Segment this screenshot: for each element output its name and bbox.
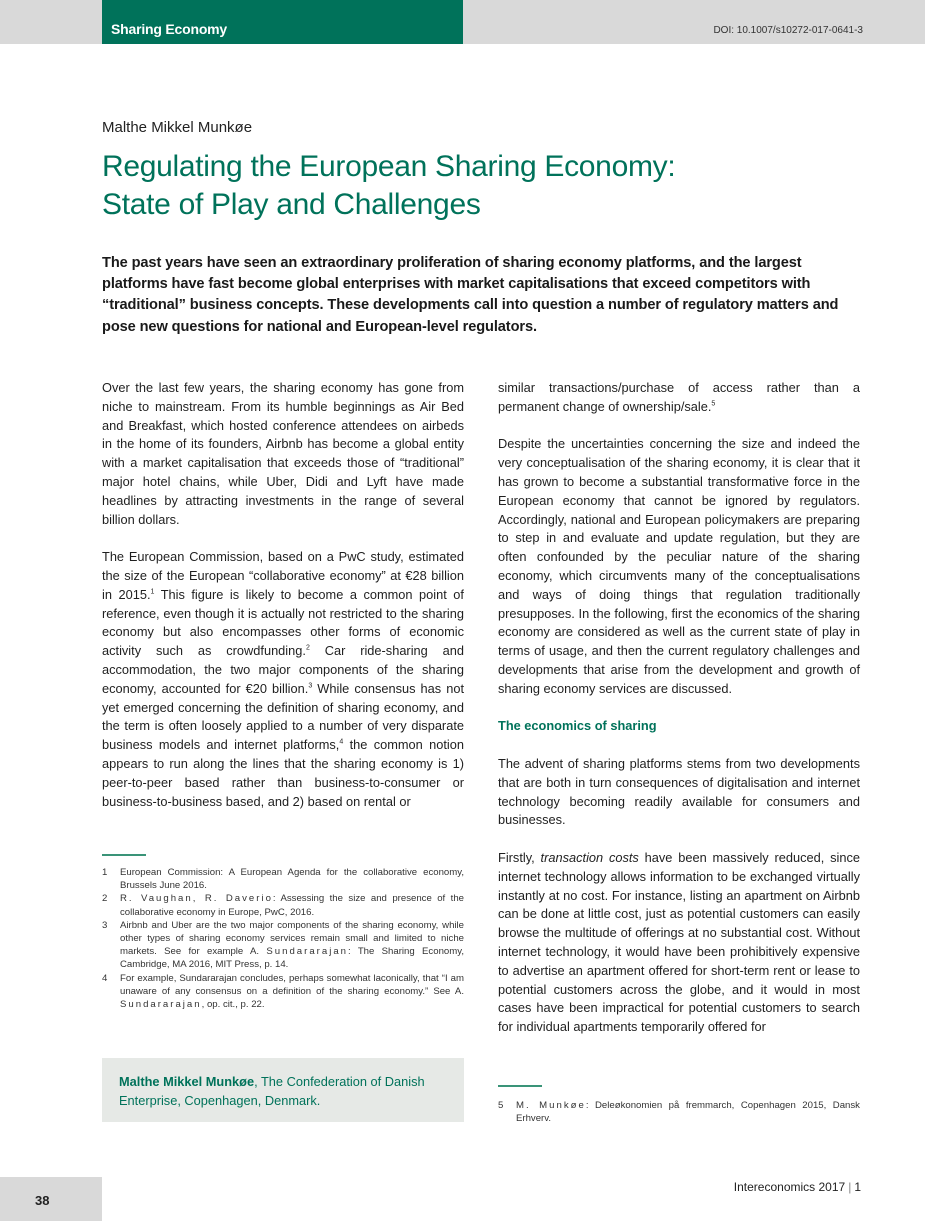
paragraph: Over the last few years, the sharing economy has gone from niche to mainstream. From its humble beginnings as Air Bed and Breakfast, which hosted conference attendees on airbeds in the home of its founders, Airbnb has become a global entity with a market capitalisation that exceeds those of “traditional” major hotel chains, while Uber, Didi and Lyft have made headlines by attracting investments in the range of several billion dollars.	[102, 380, 464, 527]
author-bio-box	[102, 1058, 464, 1122]
title-line-1: Regulating the European Sharing Economy:	[102, 150, 676, 183]
paragraph: Firstly, transaction costs have been massively reduced, since internet technology allows information to be exchanged virtually instantly at no cost. For instance, listing an apartment on Airbnb can be done at little cost, just as potential customers can easily browse the multitude of offerings at no substantial cost. Without internet technology, it would have been prohibitively expensive to advertise an apartment offered for short-term rent or lease to potential customers across the globe, and it would in most cases have been impractical for potential customers to search for individual apartments temporarily offered for	[498, 849, 861, 1035]
paragraph: The European Commission, based on a PwC study, estimated the size of the European “collaborative economy” at €28 billion in 2015.$^1$ This figure is likely to become a common point of reference, even though it is actually not restricted to the sharing economy but also encompasses other forms of economic activity such as crowdfunding.$^2$ Car ride-sharing and accommodation, the two major components of the sharing economy, accounted for €20 billion.$^3$ While consensus has not yet emerged concerning the definition of sharing economy, and the term is often loosely applied to a number of very disparate business models and internet platforms,$^4$ the common notion appears to run along the lines that the sharing economy is 1) peer-to-peer based rather than business-to-consumer or business-to-business based, and 2) based on rental or	[102, 549, 465, 809]
doi-label[interactable]: DOI: 10.1007/s10272-017-0641-3	[713, 25, 863, 36]
abstract: The past years have seen an extraordinary proliferation of sharing economy platforms, and the largest platforms have fast become global enterprises with market capitalisations that exceed competitors with “traditional” business concepts. These developments call into question a number of regulatory matters and pose new questions for national and European-level regulators.	[102, 255, 839, 335]
footnote: 5 M. Munkøe: Deleøkonomien på fremmarch, Copenhagen 2015, Dansk Erhverv.	[498, 1100, 860, 1125]
footnote: 1 European Commission: A European Agenda for the collaborative economy, Brussels June 2016.	[102, 867, 464, 892]
footnote: 2 R. Vaughan, R. Daverio: Assessing the size and presence of the collaborative economy in Europe, PwC, 2016.	[102, 893, 464, 918]
section-heading: The economics of sharing	[498, 718, 657, 734]
journal-issue: 1	[854, 1180, 861, 1194]
bio-name: Malthe Mikkel Munkøe	[119, 1074, 255, 1089]
section-label: Sharing Economy	[111, 21, 228, 37]
page-number-box	[0, 1177, 102, 1221]
footnote-ref[interactable]: 4	[339, 738, 344, 746]
footnote-divider	[498, 1085, 542, 1087]
page-number: 38	[35, 1193, 50, 1208]
footnote: 4 For example, Sundararajan concludes, perhaps somewhat laconically, that “I am unaware of any consensus on a definition of the sharing economy.” See A. Sundararajan, op. cit., p. 22.	[102, 972, 464, 1011]
right-column	[498, 379, 860, 1056]
footnote-ref[interactable]: 3	[308, 682, 313, 690]
title-line-2: State of Play and Challenges	[102, 188, 481, 221]
left-column	[102, 379, 464, 830]
article-title	[102, 148, 882, 224]
paragraph: The advent of sharing platforms stems from two developments that are both in turn consequences of digitalisation and internet technology becoming readily available for consumers and businesses.	[498, 755, 860, 828]
paragraph: similar transactions/purchase of access rather than a permanent change of ownership/sale.$^5$	[498, 380, 860, 414]
journal-footer	[734, 1180, 861, 1194]
paragraph: Despite the uncertainties concerning the size and indeed the very conceptualisation of the sharing economy, it is clear that it has grown to become a substantial transformative force in the European economy that cannot be ignored by regulators. Accordingly, national and European policymakers are preparing to step in and evaluate and update regulation, but they are often confounded by the peculiar nature of the sharing economy, which circumvents many of the conceptualisations and ways of doing things that regulation traditionally presupposes. In the following, first the economics of the sharing economy are considered as well as the current state of play in terms of usage, and then the current regulatory challenges and developments that arise from the development and growth of sharing economy services are discussed.	[498, 436, 860, 696]
footnote-ref[interactable]: 2	[305, 644, 310, 652]
journal-name: Intereconomics 2017	[733, 1180, 846, 1194]
footnotes-left	[102, 866, 464, 1011]
article-author: Malthe Mikkel Munkøe	[102, 119, 253, 136]
section-tab	[102, 0, 463, 44]
footnote: 3 Airbnb and Uber are the two major components of the sharing economy, while other types of sharing economy services remain small and limited to niche markets. See for example A. Sundararajan: The Sharing Economy, Cambridge, MA 2016, MIT Press, p. 14.	[102, 919, 464, 971]
footnote-divider	[102, 854, 146, 856]
footnotes-right	[498, 1099, 860, 1125]
separator: |	[848, 1180, 852, 1194]
footnote-ref[interactable]: 1	[150, 588, 155, 596]
bio-affiliation: , The Confederation of Danish Enterprise, Copenhagen, Denmark.	[119, 1074, 425, 1108]
footnote-ref[interactable]: 5	[711, 400, 716, 408]
